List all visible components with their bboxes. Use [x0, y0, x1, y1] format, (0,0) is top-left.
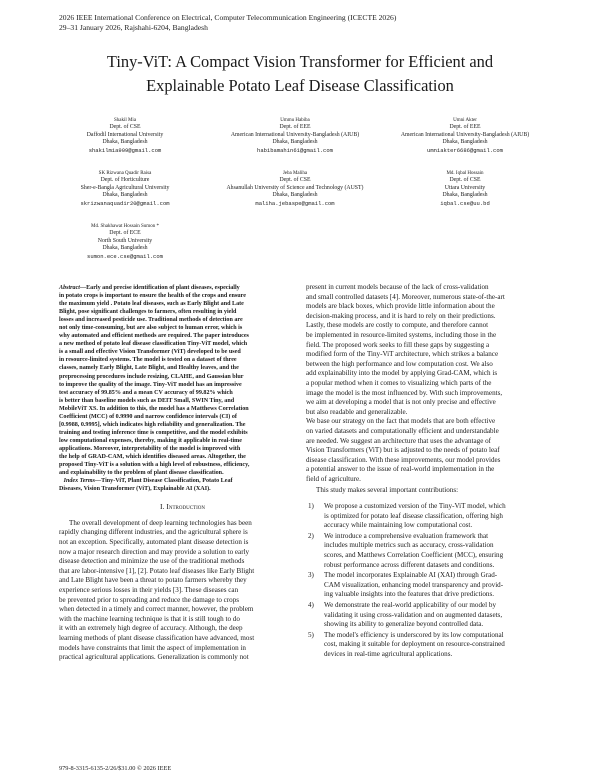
- abstract-line: to improve the quality of the image. Tiny-ViT model has an impressive: [59, 381, 242, 388]
- copyright-footer: 979-8-3315-6135-2/26/$31.00 © 2026 IEEE: [59, 765, 172, 772]
- author-city: Dhaka, Bangladesh: [442, 192, 488, 199]
- contribution-line: accuracy while maintaining low computational cost.: [324, 521, 473, 530]
- author-email: sumon.ece.cse@gmail.com: [87, 252, 163, 260]
- intro-line: that are labor-intensive [1], [2]. Potato leaf diseases like Early Blight: [59, 566, 255, 575]
- author-institution: Daffodil International University: [86, 131, 164, 138]
- abstract-label: Abstract: [59, 285, 80, 291]
- abstract-line: proposed Tiny-ViT is a solution with a high level of robustness, efficiency,: [59, 462, 250, 469]
- index-terms-text: —Tiny-ViT, Plant Disease Classification, Potato Leaf: [95, 478, 233, 485]
- body-line: are needed. We suggest an architecture that uses the advantage of: [306, 436, 492, 445]
- body-line: present in current models because of the lack of cross-validation: [306, 283, 489, 291]
- abstract-line: and explainability to the problem of plant disease classification.: [59, 470, 224, 477]
- abstract-line: low computational expenses, thereby, making it applicable in real-time: [59, 437, 242, 444]
- author-dept: Dept. of CSE: [109, 124, 141, 131]
- contribution-item: [306, 601, 553, 630]
- contribution-line: The model incorporates Explainable AI (XAI) through Grad-: [324, 571, 498, 580]
- body-line: on varied datasets and computationally efficient and understandable: [306, 426, 499, 435]
- abstract-line: Blight, pose significant challenges to farmers, often resulting in yield: [59, 309, 237, 316]
- abstract-line: losses and increased pesticide use. Traditional methods of detection are: [59, 317, 243, 324]
- author-institution: Ahsanullah University of Science and Technology (AUST): [226, 184, 364, 191]
- contribution-item: [306, 502, 553, 531]
- author-block: [200, 117, 390, 154]
- intro-line: and Late Blight have been a threat to potato farmers whereby they: [59, 576, 247, 585]
- conference-name: 2026 IEEE International Conference on Electrical, Computer Telecommunication Engineering (ICECTE 2026): [59, 13, 397, 22]
- body-paragraph: [306, 417, 553, 484]
- author-email: maliha.jebaspe@gmail.com: [255, 199, 335, 207]
- intro-line: it with an extremely high degree of accuracy. Although, the deep: [59, 624, 243, 633]
- intro-line: models have constraints that limit the aspect of implementation in: [59, 643, 246, 652]
- abstract-line: test accuracy of 99.85% and a mean CV accuracy of 99.82% which: [59, 389, 233, 396]
- body-line: disease classification. With these improvements, our model provides: [306, 455, 501, 464]
- contribution-line: CAM visualization, enhancing model transparency and provid-: [324, 580, 504, 589]
- contribution-line: We demonstrate the real-world applicability of our model by: [324, 601, 496, 609]
- contribution-item: [306, 631, 553, 660]
- intro-line: now a major research direction and may provide a solution to early: [59, 547, 250, 556]
- paper-title: [40, 50, 560, 98]
- contribution-line: scores, and Matthews Correlation Coefficient (MCC), ensuring: [324, 551, 504, 560]
- contribution-line: includes multiple metrics such as accuracy, cross-validation: [324, 541, 494, 550]
- author-email: habibamahin61@gmail.com: [257, 146, 333, 154]
- body-paragraph: [306, 283, 553, 417]
- author-email: iqbal.cse@uu.bd: [440, 199, 490, 207]
- abstract-line: the maximum yield . Potato leaf diseases, such as Early Blight and Late: [59, 301, 244, 308]
- abstract-line: the help of GRAD-CAM, which identifies diseased areas. Altogether, the: [59, 453, 246, 460]
- author-dept: Dept. of CSE: [449, 177, 481, 184]
- author-dept: Dept. of EEE: [449, 124, 481, 131]
- intro-line: with the machine learning technique is that it is still tough to do: [59, 614, 240, 623]
- author-institution: Sher-e-Bangla Agricultural University: [80, 184, 170, 191]
- body-line: Vision Transformers (ViT) but is adjusted to the needs of potato leaf: [306, 446, 500, 455]
- author-name: Md. Shakhawat Hossain Sumon *: [91, 224, 159, 229]
- body-line: We base our strategy on the fact that models that are both effective: [306, 417, 496, 426]
- index-terms-line: Diseases, Vision Transformer (ViT), Explainable AI (XAI).: [59, 486, 211, 493]
- contribution-number: 2): [308, 531, 314, 540]
- body-line: add explainability into the model by applying Grad-CAM, which is: [306, 369, 498, 378]
- author-dept: Dept. of Horticulture: [100, 177, 150, 184]
- intro-line: rapidly changing different industries, and the agricultural sphere is: [59, 528, 248, 537]
- author-city: Dhaka, Bangladesh: [272, 139, 318, 146]
- contribution-line: is optimized for potato leaf disease classification, offering high: [324, 511, 503, 520]
- body-line: a potential answer to the issue of real-world implementation in the: [306, 465, 495, 474]
- author-city: Dhaka, Bangladesh: [102, 139, 148, 146]
- author-dept: Dept. of ECE: [109, 230, 141, 237]
- body-line: be implemented in resource-limited systems, including those in the: [306, 330, 497, 339]
- contribution-line: validating it using cross-validation and on augmented datasets,: [324, 610, 503, 619]
- contribution-line: The model's efficiency is underscored by its low computational: [324, 630, 504, 639]
- body-line: field of agriculture.: [306, 474, 361, 483]
- body-line: but also readable and generalizable.: [306, 407, 408, 416]
- author-email: shakilmia909@gmail.com: [88, 146, 162, 154]
- abstract-line: Coefficient (MCC) of 0.9990 and narrow confidence intervals (CI) of: [59, 413, 237, 420]
- right-column: [306, 283, 553, 660]
- abstract-line: [59, 284, 306, 292]
- intro-line: practical agricultural applications. Generalization is commonly not: [59, 653, 249, 662]
- abstract-line: training and testing inference time is competitive, and the model exhibits: [59, 429, 248, 436]
- contribution-number: 4): [308, 601, 314, 609]
- conference-header: [59, 13, 539, 34]
- paper-title-line-2: Explainable Potato Leaf Disease Classification: [146, 76, 454, 95]
- body-line: models are black boxes, which provide little information about the: [306, 302, 495, 311]
- body-line: a popular method when it comes to visualizing which parts of the: [306, 378, 492, 387]
- author-institution: American International University-Bangladesh (AIUB): [230, 131, 360, 138]
- index-terms: [59, 477, 306, 493]
- author-institution: North South University: [97, 237, 153, 244]
- abstract-line: applications. Moreover, interpretability of the model is improved with: [59, 445, 241, 452]
- abstract-line: is a small and effective Vision Transformer (ViT) developed to be used: [59, 349, 241, 356]
- abstract-line: MobileViT XS. In addition to this, the model has a Matthews Correlation: [59, 405, 249, 412]
- intro-line: be prevented prior to spreading and reduce the damage to crops: [59, 595, 240, 604]
- abstract-line: preprocessing procedures include resizing, CLAHE, and Gaussian blur: [59, 373, 244, 380]
- index-terms-label: Index Terms: [63, 478, 96, 485]
- contributions-list: [306, 502, 553, 660]
- author-email: skrizwanaquadir20@gmail.com: [80, 199, 170, 207]
- intro-line: experience serious losses in their yields [3]. These diseases can: [59, 585, 239, 594]
- contribution-item: [306, 532, 553, 570]
- abstract-line: not only time-consuming, but are also subject to human error, which is: [59, 325, 243, 332]
- author-city: Dhaka, Bangladesh: [272, 192, 318, 199]
- author-dept: Dept. of CSE: [279, 177, 311, 184]
- contribution-item: [306, 571, 553, 600]
- section-heading: I. Introduction: [160, 502, 205, 512]
- author-city: Dhaka, Bangladesh: [442, 139, 488, 146]
- body-line: between the high performance and low computation cost. We also: [306, 359, 493, 368]
- conference-date-location: 29–31 January 2026, Rajshahi-6204, Bangladesh: [59, 23, 208, 33]
- contribution-number: 1): [308, 502, 314, 511]
- author-name: Umni Akter: [453, 118, 477, 123]
- author-dept: Dept. of EEE: [279, 124, 311, 131]
- contribution-line: showing its ability to generalize beyond controlled data.: [324, 620, 484, 629]
- contributions-intro: This study makes several important contributions:: [316, 486, 459, 495]
- author-block: [30, 117, 220, 154]
- author-block: [30, 170, 220, 207]
- author-name: Md. Iqbal Hossain: [446, 171, 484, 176]
- intro-line: The overall development of deep learning technologies has been: [69, 518, 252, 527]
- intro-line: not an exception. Specifically, automated plant disease detection is: [59, 538, 249, 546]
- author-email: umniakter6686@gmail.com: [427, 146, 503, 154]
- body-line: modified form of the Tiny-ViT architecture, which strikes a balance: [306, 350, 499, 359]
- body-line: and small controlled datasets [4]. Moreover, numerous state-of-the-art: [306, 292, 505, 301]
- contribution-line: robust performance across different datasets and conditions.: [324, 560, 495, 569]
- body-line: Lastly, these models are costly to compute, and therefore cannot: [306, 321, 489, 330]
- contribution-number: 3): [308, 571, 314, 580]
- body-line: we aim at developing a model that is not only precise and effective: [306, 398, 496, 407]
- author-institution: American International University-Bangladesh (AIUB): [400, 131, 530, 138]
- body-line: field. The proposed work seeks to fill these gaps by suggesting a: [306, 340, 490, 349]
- author-institution: Uttara University: [444, 184, 486, 191]
- author-name: SK Rizwana Quadir Raisa: [98, 171, 152, 176]
- abstract: [59, 284, 306, 477]
- contribution-number: 5): [308, 630, 314, 639]
- abstract-line: in potato crops is important to ensure the health of the crops and ensure: [59, 293, 246, 300]
- abstract-line: is better than baseline models such as DEIT Small, SWIN Tiny, and: [59, 397, 235, 404]
- contribution-line: We propose a customized version of the Tiny-ViT model, which: [324, 502, 506, 511]
- author-block: [370, 170, 560, 207]
- author-name: Shakil Mia: [113, 118, 137, 123]
- author-name: Ummu Habiba: [280, 118, 310, 123]
- contribution-line: cost, making it suitable for deployment on resource-constrained: [324, 640, 505, 649]
- left-column: [59, 284, 306, 663]
- contribution-line: We introduce a comprehensive evaluation framework that: [324, 531, 489, 540]
- index-terms-line: [59, 477, 306, 485]
- author-block: [30, 223, 220, 260]
- contribution-line: devices in real-time agricultural applications.: [324, 649, 453, 658]
- author-city: Dhaka, Bangladesh: [102, 245, 148, 252]
- intro-line: disease detection and minimize the use of the traditional methods: [59, 557, 245, 566]
- intro-line: learning methods of plant disease classification have advanced, most: [59, 633, 255, 642]
- contribution-line: ing valuable insights into the features that drive predictions.: [324, 590, 495, 599]
- author-city: Dhaka, Bangladesh: [102, 192, 148, 199]
- abstract-line: [0.9988, 0.9995], which indicates high reliability and generalization. The: [59, 421, 246, 428]
- abstract-line: classes, namely Early Blight, Late Blight, and Healthy leaves, and the: [59, 365, 239, 372]
- intro-line: when detected in a timely and correct manner, however, the problem: [59, 605, 254, 614]
- intro-paragraph: [59, 519, 306, 663]
- body-line: decision-making process, and it is hard to rely on their predictions.: [306, 311, 496, 320]
- author-block: [370, 117, 560, 154]
- author-block: [200, 170, 390, 207]
- abstract-line: why automated and efficient methods are required. The paper introduces: [59, 333, 249, 340]
- abstract-line: in resource-limited systems. The model is tested on a dataset of three: [59, 357, 237, 364]
- paper-title-line-1: Tiny-ViT: A Compact Vision Transformer for Efficient and: [106, 52, 494, 71]
- abstract-line: a new method of potato leaf disease classification Tiny-ViT model, which: [59, 341, 248, 348]
- author-name: Jeba Maliha: [282, 171, 308, 176]
- body-line: image the model is the most influenced by. With such improvements,: [306, 388, 503, 397]
- abstract-line-text: —Early and precise identification of plant diseases, especially: [80, 285, 240, 291]
